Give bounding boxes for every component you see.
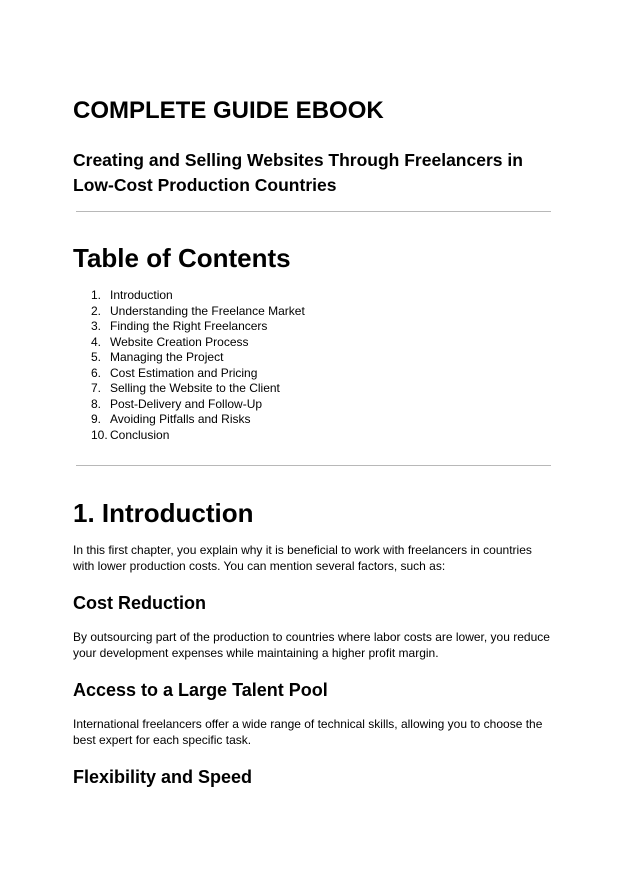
- toc-item-label: Selling the Website to the Client: [110, 381, 280, 395]
- talent-pool-paragraph: International freelancers offer a wide range of technical skills, allowing you to choose the best expert for each specific task.: [73, 717, 543, 747]
- toc-item-label: Managing the Project: [110, 350, 224, 364]
- toc-item-label: Cost Estimation and Pricing: [110, 365, 258, 380]
- toc-item-label: Post-Delivery and Follow-Up: [110, 396, 263, 411]
- toc-item-number: 2.: [91, 303, 102, 318]
- toc-item-freelance-market: [91, 304, 305, 320]
- toc-item-number: 6.: [91, 365, 102, 380]
- toc-item-number: 9.: [91, 412, 102, 426]
- toc-list: [91, 288, 305, 443]
- toc-item-number: 3.: [91, 319, 102, 333]
- flexibility-heading: Flexibility and Speed: [73, 767, 253, 787]
- document-subtitle: Creating and Selling Websites Through Freelancers in Low-Cost Production Countries: [73, 150, 523, 195]
- toc-item-conclusion: [91, 428, 305, 444]
- toc-item-number: 4.: [91, 334, 102, 349]
- toc-heading: Table of Contents: [73, 243, 291, 273]
- toc-item-number: 5.: [91, 350, 102, 364]
- toc-item-number: 8.: [91, 396, 102, 411]
- toc-item-number: 10.: [91, 427, 108, 442]
- introduction-heading: 1. Introduction: [73, 498, 254, 528]
- document-title: COMPLETE GUIDE EBOOK: [73, 97, 384, 124]
- cost-reduction-paragraph: By outsourcing part of the production to countries where labor costs are lower, you reduce your development expenses while maintaining a higher profit margin.: [73, 630, 550, 660]
- toc-item-label: Finding the Right Freelancers: [110, 319, 268, 333]
- toc-item-website-creation: [91, 335, 305, 351]
- introduction-paragraph: In this first chapter, you explain why it is beneficial to work with freelancers in countries with lower production costs. You can mention several factors, such as:: [73, 543, 532, 573]
- divider-bottom: [76, 465, 551, 466]
- toc-item-label: Avoiding Pitfalls and Risks: [110, 412, 251, 426]
- toc-item-introduction: [91, 288, 305, 304]
- toc-item-label: Website Creation Process: [110, 334, 249, 349]
- toc-item-label: Introduction: [110, 288, 173, 302]
- divider-top: [76, 211, 551, 212]
- toc-item-label: Understanding the Freelance Market: [110, 303, 305, 318]
- toc-item-number: 1.: [91, 288, 102, 302]
- toc-item-managing-project: [91, 350, 305, 366]
- toc-item-finding-freelancers: [91, 319, 305, 335]
- toc-item-cost-estimation: [91, 366, 305, 382]
- toc-item-label: Conclusion: [110, 427, 170, 442]
- toc-item-selling-website: [91, 381, 305, 397]
- toc-item-number: 7.: [91, 381, 102, 395]
- talent-pool-heading: Access to a Large Talent Pool: [73, 680, 328, 700]
- toc-item-pitfalls: [91, 412, 305, 428]
- toc-item-post-delivery: [91, 397, 305, 413]
- cost-reduction-heading: Cost Reduction: [73, 593, 206, 613]
